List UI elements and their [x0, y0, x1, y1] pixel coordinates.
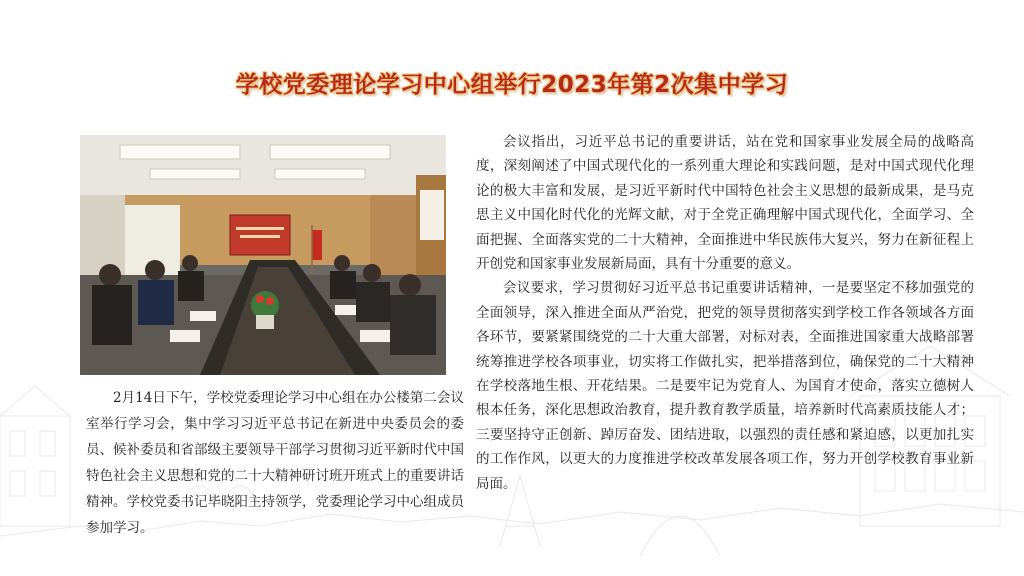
right-paragraph-2: 会议要求，学习贯彻好习近平总书记重要讲话精神，一是要坚定不移加强党的全面领导，深入推进全面从严治党，把党的领导贯彻落实到学校工作各领域各方面各环节，要紧紧围绕党的二十大重大部署，对标对表，全面推进国家重大战略部署统筹推进学校各项事业，切实将工作做扎实，把举措落到位，确保党的二十大精神在学校落地生根、开花结果。二是要牢记为党育人、为国育才使命，落实立德树人根本任务，深化思想政治教育，提升教育教学质量，培养新时代高素质技能人才；三要坚持守正创新、踔厉奋发、团结进取，以强烈的责任感和紧迫感，以更加扎实的工作作风，以更大的力度推进学校改革发展各项工作，努力开创学校教育事业新局面。	[476, 280, 974, 492]
meeting-photo	[80, 135, 446, 375]
left-paragraph: 2月14日下午，学校党委理论学习中心组在办公楼第二会议室举行学习会，集中学习习近平总书记在新进中央委员会的委员、候补委员和省部级主要领导干部学习贯彻习近平新时代中国特色社会主义思想和党的二十大精神研讨班开班式上的重要讲话精神。学校党委书记毕晓阳主持领学，党委理论学习中心组成员参加学习。	[86, 390, 464, 536]
left-article-text	[86, 385, 464, 541]
right-article-text	[476, 130, 974, 496]
right-paragraph-1: 会议指出，习近平总书记的重要讲话，站在党和国家事业发展全局的战略高度，深刻阐述了中国式现代化的一系列重大理论和实践问题，是对中国式现代化理论的极大丰富和发展，是习近平新时代中国特色社会主义思想的最新成果，是马克思主义中国化时代化的光辉文献，对于全党正确理解中国式现代化，全面学习、全面把握、全面落实党的二十大精神，全面推进中华民族伟大复兴，努力在新征程上开创党和国家事业发展新局面，具有十分重要的意义。	[476, 134, 974, 273]
page-title: 学校党委理论学习中心组举行2023年第2次集中学习	[235, 72, 789, 98]
